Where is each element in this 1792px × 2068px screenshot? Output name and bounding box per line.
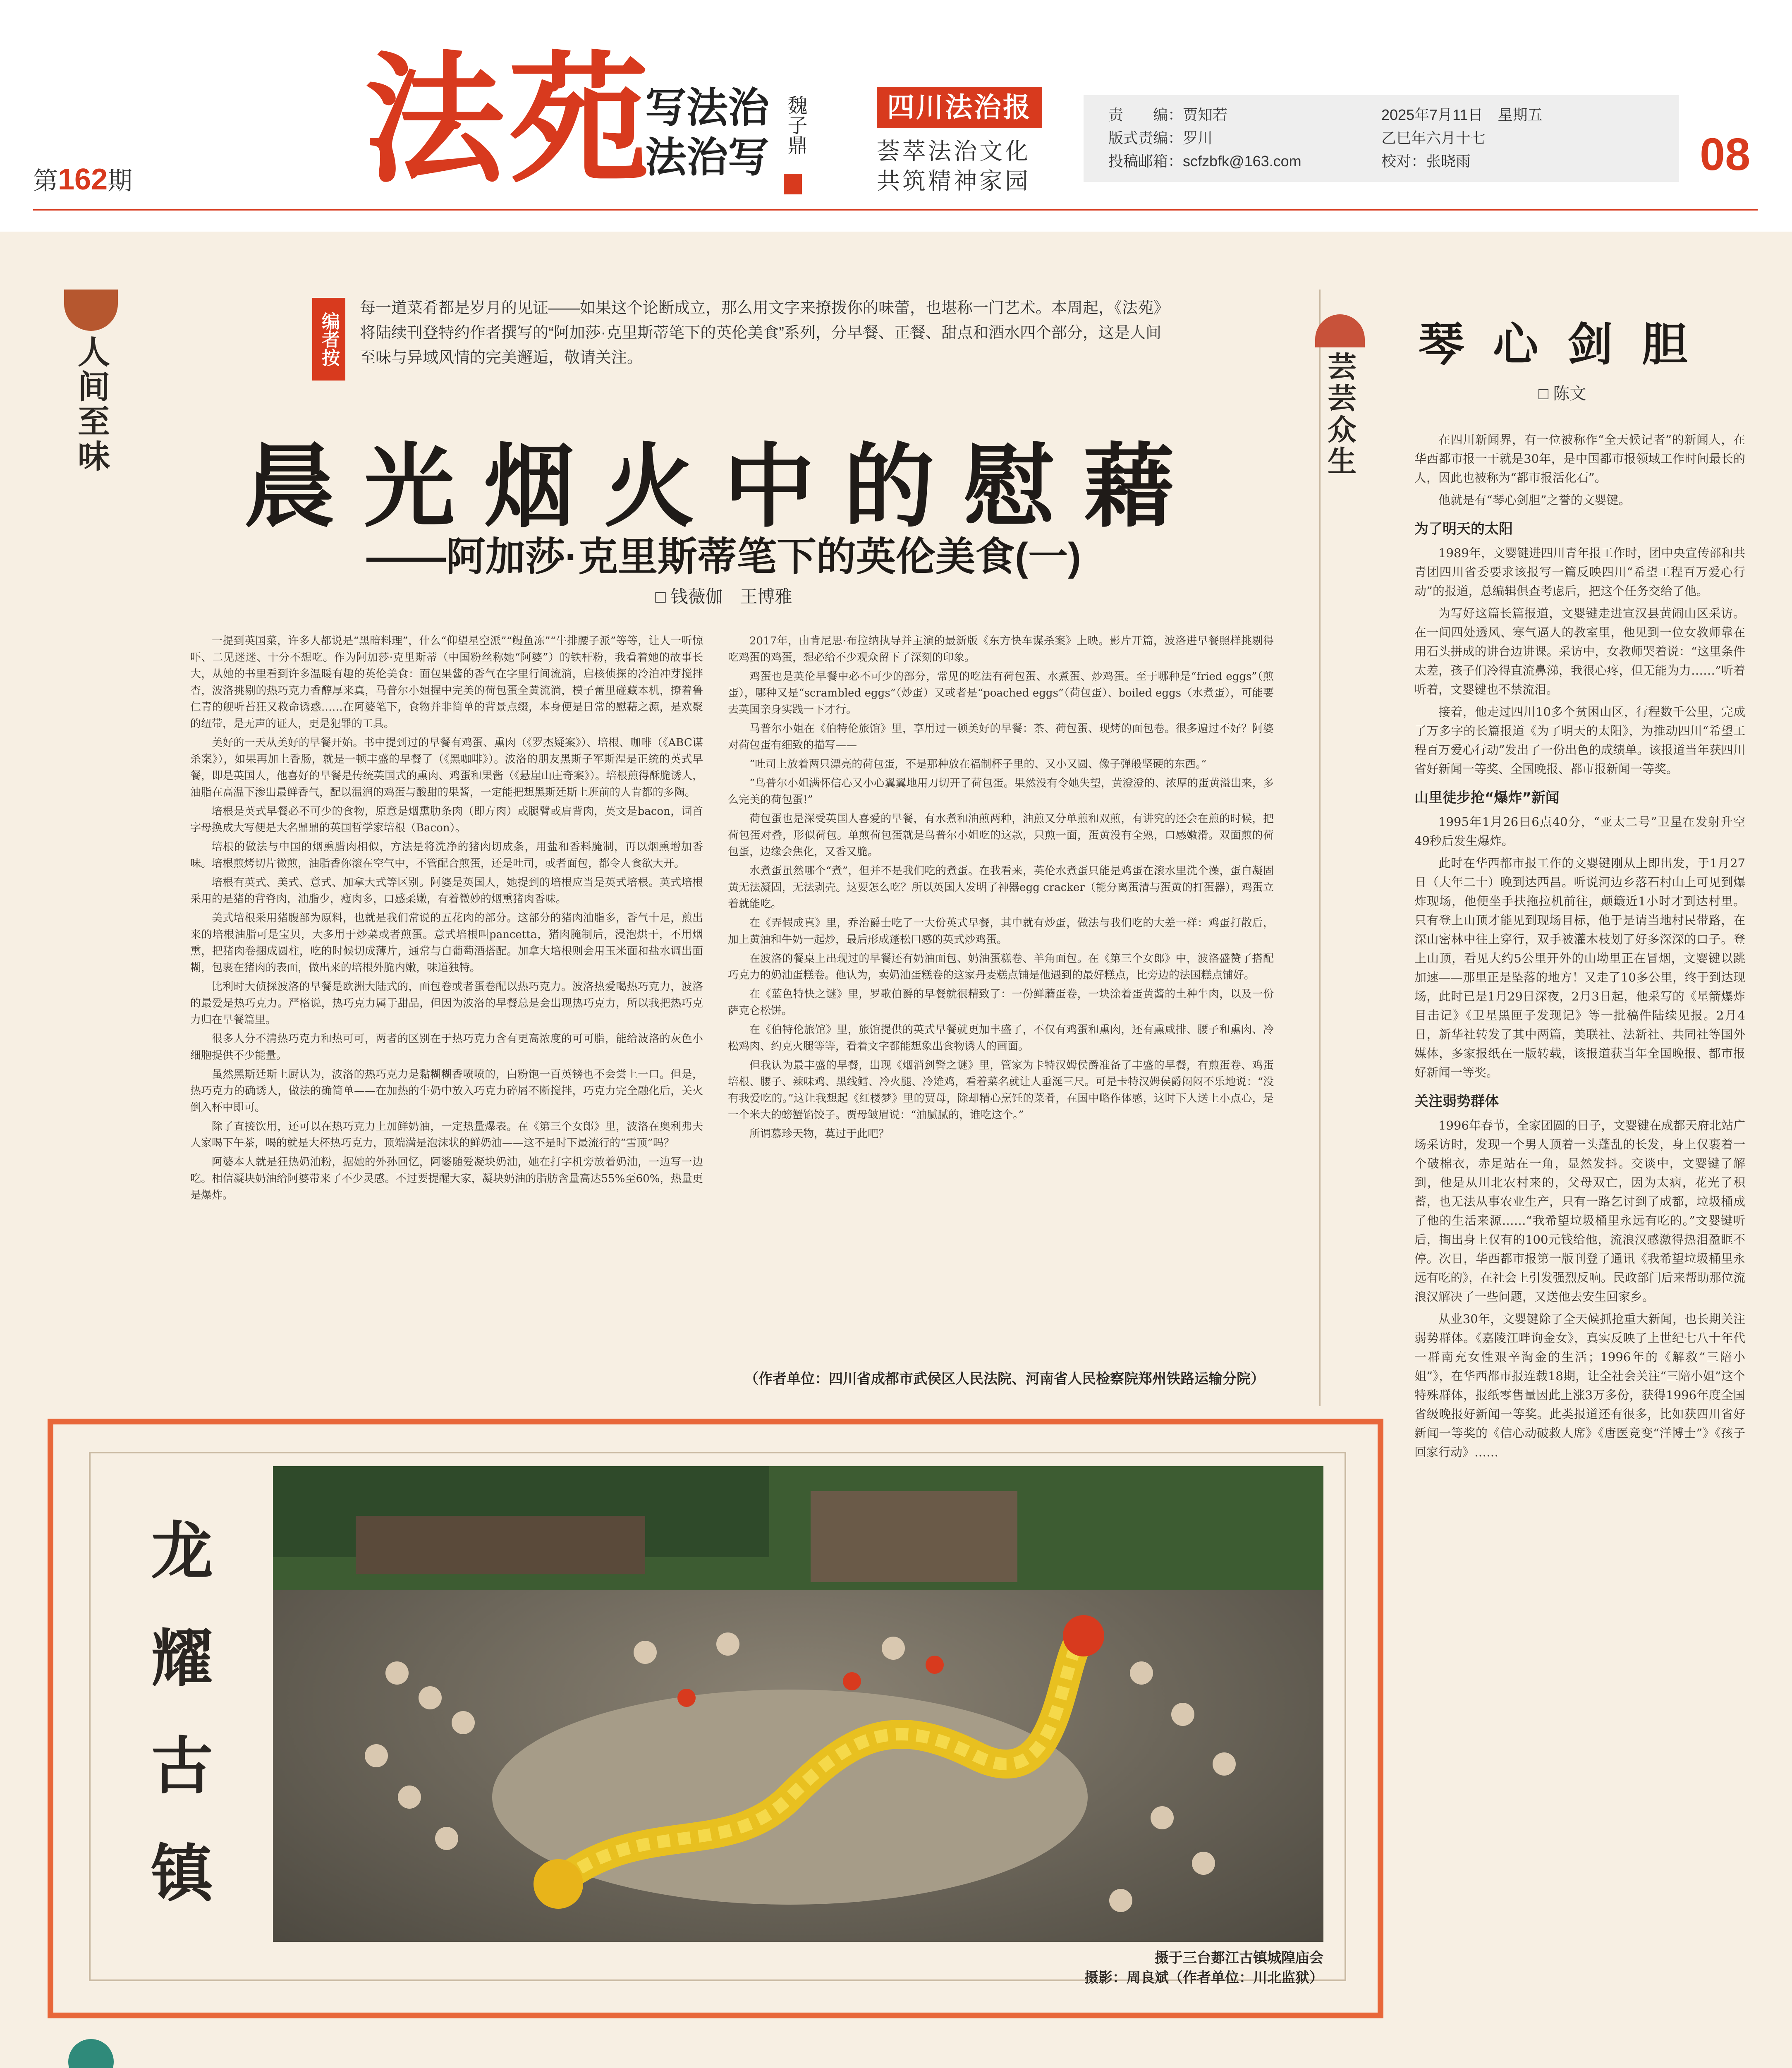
date-info: 2025年7月11日 星期五 乙巳年六月十七 校对：张晓雨 — [1381, 106, 1543, 170]
issue-number: 第162期 — [33, 163, 133, 196]
page-number: 08 — [1700, 129, 1751, 180]
paper-motto: 荟萃法治文化 共筑精神家园 — [877, 138, 1031, 194]
right-article-title: 琴心剑胆 — [1419, 318, 1716, 371]
slogan: 写法治 法治写 — [645, 83, 769, 182]
bowl-icon — [64, 290, 118, 331]
subheading: 山里徒步抢“爆炸”新闻 — [1414, 790, 1560, 806]
article-title: 晨光烟火中的慰藉 — [244, 433, 1203, 540]
calligraphy-signature: 魏子鼎 — [784, 95, 807, 155]
dragon-dance-photo — [273, 1466, 1323, 1942]
seal-icon — [784, 174, 802, 194]
main-col-2: 2017年，由肯尼思·布拉纳执导并主演的最新版《东方快车谋杀案》上映。影片开篇，波洛进早餐照样挑剔得吃鸡蛋的鸡蛋，想必给不少观众留下了深刻的印象。 鸡蛋也是英伦早餐中必不可少的部分，常见的吃法有荷包蛋、水煮蛋、炒鸡蛋。至于哪种是“fried eggs”（煎蛋），哪种又是“scrambled eggs”（炒蛋）又或者是“poached eggs”（荷包蛋）、boiled eggs（水煮蛋），可能要去英国亲身实践一下才行。 马普尔小姐在《伯特伦旅馆》里，享用过一顿美好的早餐：茶、荷包蛋、现烤的面包卷。很多遍过不好？阿婆对荷包蛋有细致的描写—— “吐司上放着两只漂亮的荷包蛋，不是那种放在福制杯子里的、又小又圆、像子弹般坚硬的东西。” “鸟普尔小姐满怀信心又小心翼翼地用刀切开了荷包蛋。果然没有令她失望，黄澄澄的、浓厚的蛋黄溢出来，多么完美的荷包蛋!” 荷包蛋也是深受英国人喜爱的早餐，有水煮和油煎两种，油煎又分单煎和双煎，有讲究的还会在煎的时候，把荷包蛋对叠，形似荷包。单煎荷包蛋就是鸟普尔小姐吃的这款，只煎一面，蛋黄没有全熟，口感嫩滑。双面煎的荷包蛋，边缘会焦化，又香又脆。 水煮蛋虽然哪个“煮”，但并不是我们吃的煮蛋。在我看来，英伦水煮蛋只能是鸡蛋在滚水里洗个澡，蛋白凝固黄无法凝固，无法剥壳。这要怎么吃？所以英国人发明了神器egg cracker（能分离蛋清与蛋黄的打蛋器），鸡蛋立着就能吃。 在《弄假成真》里，乔治爵士吃了一大份英式早餐，其中就有炒蛋，做法与我们吃的大差一样：鸡蛋打散后，加上黄油和牛奶一起炒，最后形成蓬松口感的英式炒鸡蛋。 在波洛的餐桌上出现过的早餐还有奶油面包、奶油蛋糕卷、羊角面包。在《第三个女郎》中，波洛盛赞了搭配巧克力的奶油蛋糕卷。他认为，卖奶油蛋糕卷的这家丹麦糕点铺是他遇到的最好糕点，比旁边的法国糕点铺好。 在《蓝色特快之谜》里，罗歌伯爵的早餐就很精致了：一份鲜蘑蛋卷，一块涂着蛋黄酱的土种牛肉，以及一份萨克仑松饼。 在《伯特伦旅馆》里，旅馆提供的英式早餐就更加丰盛了，不仅有鸡蛋和熏肉，还有熏咸排、腰子和熏肉、冷松鸡肉、约克火腿等等，看着文字都能想象出食物诱人的画面。 但我认为最丰盛的早餐，出现《烟消剑警之谜》里，管家为卡特汉姆侯爵准备了丰盛的早餐，有煎蛋卷、鸡蛋培根、腰子、辣味鸡、黑线鳕、冷火腿、冷雉鸡，看着菜名就让人垂涎三尺。可是卡特汉姆侯爵闷闷不乐地说：“没有我爱吃的。”这让我想起《红楼梦》里的贾母，除却精心烹饪的菜肴，在国中略作体感，这时下人送上小点心，是一个米大的螃蟹馅饺子。贾母皱眉说：“油腻腻的，谁吃这个。” 所谓慕珍天物，莫过于此吧？ — [728, 635, 1274, 1140]
right-article-byline: □ 陈文 — [1538, 385, 1586, 403]
section-label-right-top: 芸芸众生 — [1299, 314, 1381, 477]
umbrella-icon — [1315, 314, 1365, 347]
photo-caption: 摄于三台郪江古镇城隍庙会 摄影：周良斌（作者单位：川北监狱） — [1084, 1950, 1323, 1986]
photo-title: 龙 耀 古 镇 — [151, 1515, 213, 1910]
subheading: 为了明天的太阳 — [1414, 521, 1513, 537]
section-label-left-top: 人间至味 — [50, 290, 132, 474]
article-byline: □ 钱薇伽 王博雅 — [655, 587, 792, 606]
dragon-dance-scene — [273, 1466, 1323, 1942]
editor-note-badge: 编者按 — [312, 298, 345, 381]
paper-name-badge: 四川法治报 — [877, 87, 1042, 128]
masthead — [0, 0, 1792, 232]
main-col-1: 一提到英国菜，许多人都说是“黑暗料理”，什么“仰望星空派”“鳗鱼冻”“牛排腰子派”等等，让人一听惊吓、二见迷迷、十分不想吃。作为阿加莎·克里斯蒂（中国粉丝称她“阿婆”）的铁杆粉，我看着她的故事长大，从她的书里看到许多温暖有趣的英伦美食：面包果酱的香气在字里行间流淌，启核侦探的冷泊冲芽搅拌杏，波洛挑剔的热巧克力香醇厚来真，马普尔小姐握中完美的荷包蛋全黄流淌，模子蕾里碰藏本机，撩着鲁仁青的舰听苔狂又救命诱惑……在阿婆笔下，食物并非简单的背景点缀，本身便是日常的慰藉之源，是欢聚的纽带，是无声的证人，更是犯罪的工具。 美好的一天从美好的早餐开始。书中提到过的早餐有鸡蛋、熏肉（《罗杰疑案》）、培根、咖啡（《ABC谋杀案》），如果再加上香肠，就是一顿丰盛的早餐了（《黑咖啡》）。波洛的朋友黑斯子军斯涅是正统的英式早餐，即是英国人，他喜好的早餐是传统英国式的熏肉、鸡蛋和果酱（《悬崖山庄奇案》）。培根煎得酥脆诱人，油脂在高温下渗出最鲜香气，配以温润的鸡蛋与酸甜的果酱，一定能把想黑斯廷斯上班前的人肯都的多陶。 培根是英式早餐必不可少的食物，原意是烟熏肋条肉（即方肉）或腿臂或肩背肉，英文是bacon，词首字母换成大写便是大名鼎鼎的英国哲学家培根（Bacon）。 培根的做法与中国的烟熏腊肉相似，方法是将洗净的猪肉切成条，用盐和香料腌制，再以烟熏增加香味。培根煎烤切片微煎，油脂香你滚在空气中，不管配合煎蛋，还是吐司，或者面包，都令人食欲大开。 培根有英式、美式、意式、加拿大式等区别。阿婆是英国人，她提到的培根应当是英式培根。英式培根采用的是猪的背脊肉，油脂少，瘦肉多，口感柔嫩，有着微妙的烟熏猪肉香味。 美式培根采用猪腹部为原料，也就是我们常说的五花肉的部分。这部分的猪肉油脂多，香气十足，煎出来的培根油脂可是宝贝，大多用于炒菜或者煎蛋。意式培根叫pancetta，猪肉腌制后，浸泡烘干，不用烟熏，把猪肉卷捆成圆柱，吃的时候切成薄片，通常与白葡萄酒搭配。加拿大培根则会用玉米面和盐水调出面糊，包裹在猪肉的表面，做出来的培根外脆内嫩，味道独特。 比利时大侦探波洛的早餐是欧洲大陆式的，面包卷或者蛋卷配以热巧克力。波洛热爱喝热巧克力，波洛的最爱是热巧克力。严格说，热巧克力属于甜品，但因为波洛的早餐总是会出现热巧克力，所以我把热巧克力归在早餐篇里。 很多人分不清热巧克力和热可可，两者的区别在于热巧克力含有更高浓度的可可脂，能给波洛的灰色小细胞提供不少能量。 虽然黑斯廷斯上厨认为，波洛的热巧克力是黏糊糊香喷喷的，白粉饱一百英镑也不会尝上一口。但是，热巧克力的确诱人，做法的确简单——在加热的牛奶中放入巧克力碎屑不断搅拌，巧克力完全融化后，关火倒入杯中即可。 除了直接饮用，还可以在热巧克力上加鲜奶油，一定热量爆表。在《第三个女郎》里，波洛在奥利弗夫人家喝下午茶，喝的就是大杯热巧克力，顶端满是泡沫状的鲜奶油——这不是时下最流行的“雪顶”吗？ 阿婆本人就是狂热奶油粉，据她的外孙回忆，阿婆随爱凝块奶油，她在打字机旁放着奶油，一边写一边吃。相信凝块奶油给阿婆带来了不少灵感。不过要提醒大家，凝块奶油的脂肪含量高达55%至60%，热量更是爆炸。 — [190, 635, 703, 1202]
logo-fayuan: 法苑 — [364, 37, 653, 202]
main-footnote: （作者单位：四川省成都市武侯区人民法院、河南省人民检察院郑州铁路运输分院） — [744, 1371, 1265, 1387]
right-article-body: 在四川新闻界，有一位被称作“全天候记者”的新闻人，在华西都市报一干就是30年，是中国都市报领域工作时间最长的人，因此也被称为“都市报活化石”。 他就是有“琴心剑胆”之誉的文婴键。 为了明天的太阳 1989年，文婴键进四川青年报工作时，团中央宣传部和共青团四川省委要求该报写一篇反映四川“希望工程百万爱心行动”的报道，总编辑俱查考虑后，把这个任务交给了他。 为写好这篇长篇报道，文婴键走进宣汉县黄闹山区采访。在一间四处透风、寒气逼人的教室里，他见到一位女教师靠在用石头拼成的讲台边讲课。采访中，女教师哭着说：“这里条件太差，孩子们冷得直流鼻涕，我很心疼，但无能为力……”听着听着，文婴键也不禁流泪。 接着，他走过四川10多个贫困山区，行程数千公里，完成了万多字的长篇报道《为了明天的太阳》，为推动四川“希望工程百万爱心行动”发出了一份出色的成绩单。该报道当年获四川省好新闻一等奖、全国晚报、都市报新闻一等奖。 山里徒步抢“爆炸”新闻 1995年1月26日6点40分，“亚太二号”卫星在发射升空49秒后发生爆炸。 此时在华西都市报工作的文婴键刚从上即出发，于1月27日（大年二十）晚到达西昌。听说河边乡落石村山上可见到爆炸现场，他便坐手扶拖拉机前往，颠簸近1小时才到达村里。只有登上山顶才能见到现场目标，他于是请当地村民带路，在深山密林中往上穿行，双手被灌木枝划了好多深深的口子。登上山顶，看见大约5公里开外的山坳里正在冒烟，文婴键以跳加速——那里正是坠落的地方！又走了10多公里，终于到达现场，此时已是1月29日深夜，2月3日起，他采写的《星箭爆炸目击记》《卫星黑匣子发现记》等一批稿件陆续见报。2月4日，新华社转发了其中两篇，美联社、法新社、共同社等国外媒体，多家报纸在一版转载，该报道获当年全国晚报、都市报好新闻一等奖。 关注弱势群体 1996年春节，全家团圆的日子，文婴键在成都天府北站广场采访时，发现一个男人顶着一头蓬乱的长发，身上仅裹着一个破棉衣，赤足站在一角，显然发抖。交谈中，文婴键了解到，他是从川北农村来的，父母双亡，因为太病，花光了积蓄，也无法从事农业生产，只有一路乞讨到了成都，垃圾桶成了他的生活来源……“我希望垃圾桶里永远有吃的。”文婴键听后，掏出身上仅有的100元钱给他，流浪汉感激得热泪盈眶不停。次日，华西都市报第一版刊登了通讯《我希望垃圾桶里永远有吃的》，在社会上引发强烈反响。民政部门后来帮助那位流浪汉解决了一些问题，又送他去安生回家乡。 从业30年，文婴键除了全天候抓抢重大新闻，也长期关注弱势群体。《嘉陵江畔询金女》，真实反映了上世纪七八十年代一群南充女性艰辛淘金的生活；1996年的《解救“三陪小姐”》，在华西都市报连载18期，让全社会关注“三陪小姐”这个特殊群体，报纸零售量因此上涨3万多份，获得1996年度全国省级晚报好新闻一等奖。此类报道还有很多，比如获四川省好新闻一等奖的《信心动破救人席》《唐医竞变“洋博士”》《孩子回家行动》…… — [1414, 433, 1745, 1459]
header-divider — [33, 209, 1758, 211]
lantern-icon — [68, 2039, 114, 2068]
subheading: 关注弱势群体 — [1414, 1093, 1499, 1110]
editor-info: 责 编：贾知若 版式责编：罗川 投稿邮箱：scfzbfk@163.com — [1108, 106, 1302, 170]
editor-note-text: 每一道菜肴都是岁月的见证——如果这个论断成立，那么用文字来撩拨你的味蕾，也堪称一门艺术。本周起，《法苑》将陆续刊登特约作者撰写的“阿加莎·克里斯蒂笔下的英伦美食”系列，分早餐、正餐、甜点和酒水四个部分，这是人间至味与异域风情的完美邂逅，敬请关注。 — [360, 299, 1162, 366]
article-subtitle: ——阿加莎·克里斯蒂笔下的英伦美食(一) — [366, 535, 1081, 579]
section-label-bottom — [50, 2039, 132, 2068]
